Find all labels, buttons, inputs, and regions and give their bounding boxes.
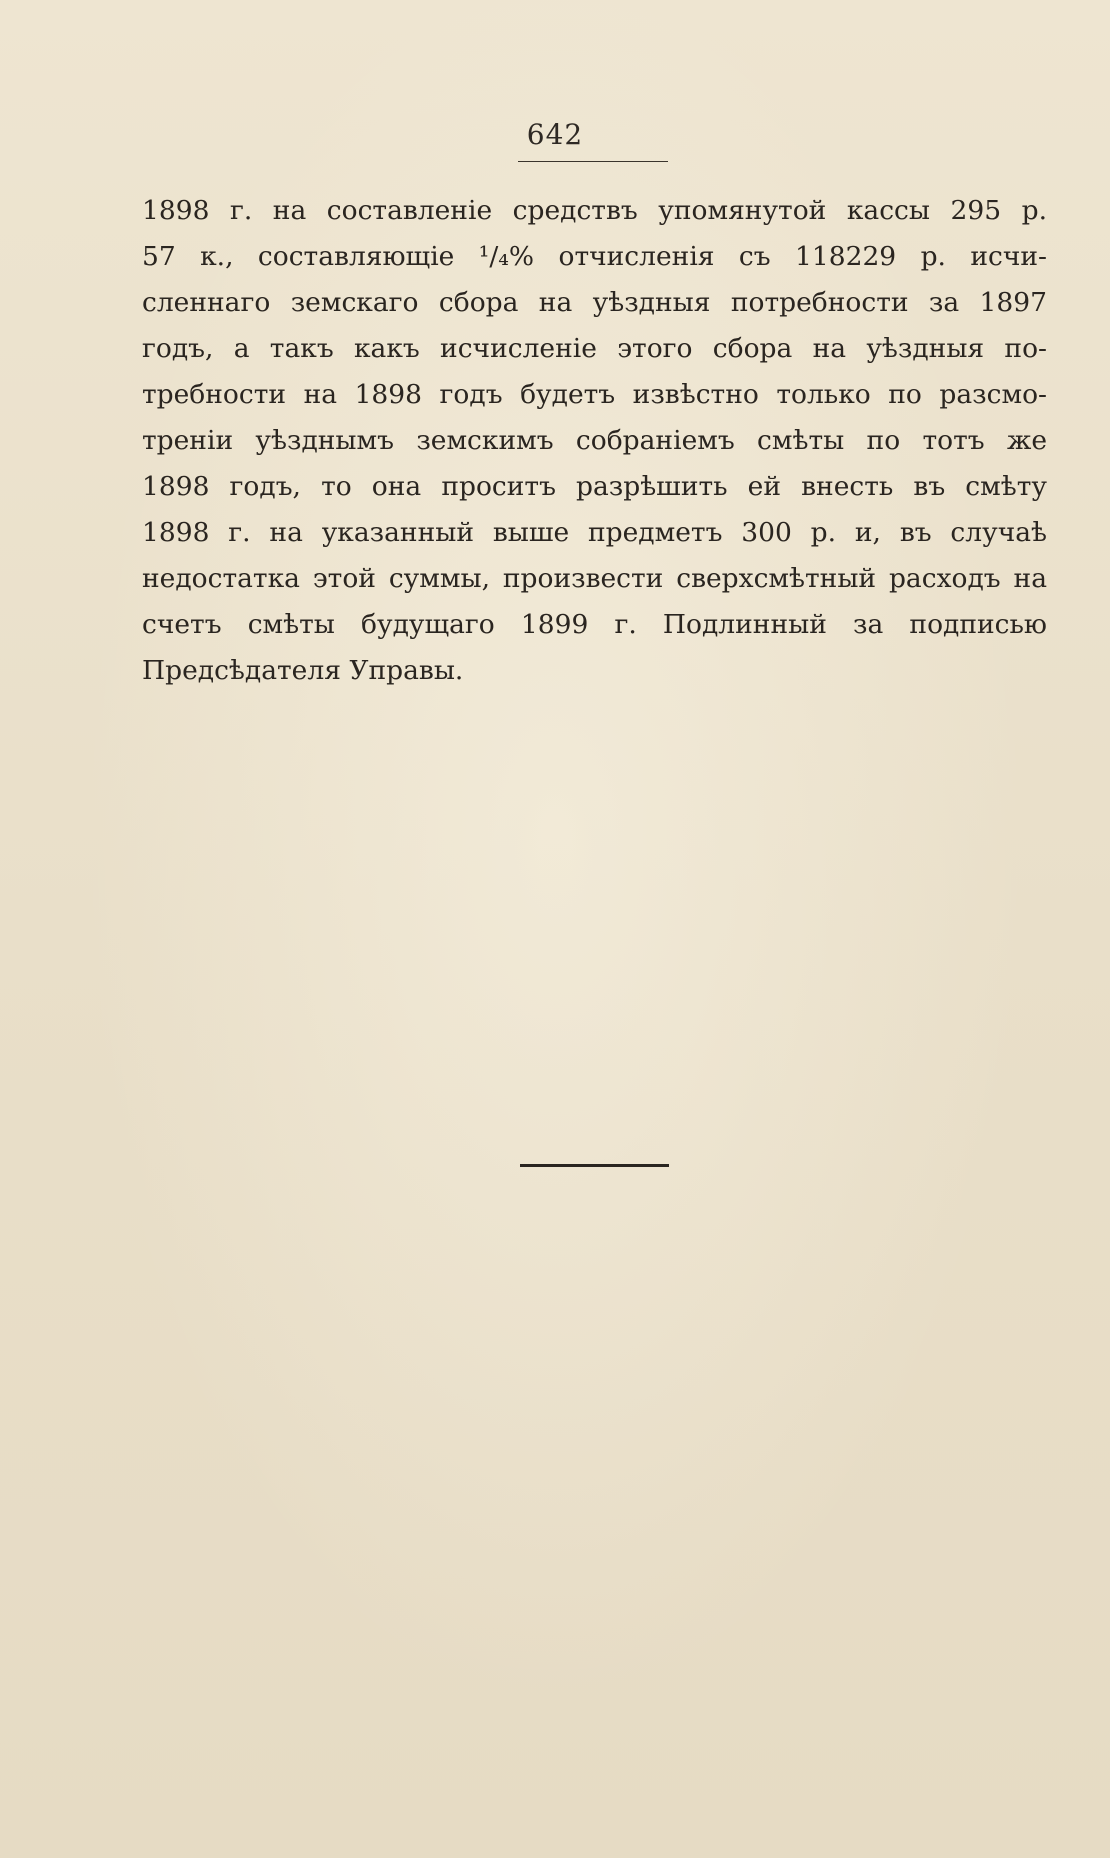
text-line: 1898 г. на составленіе средствъ упомянутой кассы 295 р.	[142, 195, 1047, 226]
text-line: 1898 г. на указанный выше предметъ 300 р. и, въ случаѣ	[142, 517, 1047, 548]
text-line: счетъ смѣты будущаго 1899 г. Подлинный за подписью	[142, 609, 1047, 640]
header-rule	[518, 161, 668, 162]
text-line: 1898 годъ, то она проситъ разрѣшить ей внесть въ смѣту	[142, 471, 1047, 502]
body-paragraph	[142, 188, 1047, 694]
end-rule	[520, 1164, 669, 1167]
page-number: 642	[526, 118, 584, 151]
text-line: недостатка этой суммы, произвести сверхсмѣтный расходъ на	[142, 563, 1047, 594]
text-line: сленнаго земскаго сбора на уѣздныя потребности за 1897	[142, 287, 1047, 318]
text-line: треніи уѣзднымъ земскимъ собраніемъ смѣты по тотъ же	[142, 425, 1047, 456]
text-line: требности на 1898 годъ будетъ извѣстно только по разсмо-	[142, 379, 1047, 410]
text-line: Предсѣдателя Управы.	[142, 655, 464, 686]
text-line: годъ, а такъ какъ исчисленіе этого сбора на уѣздныя по-	[142, 333, 1047, 364]
text-line: 57 к., составляющіе ¹/₄% отчисленія съ 118229 р. исчи-	[142, 241, 1047, 272]
